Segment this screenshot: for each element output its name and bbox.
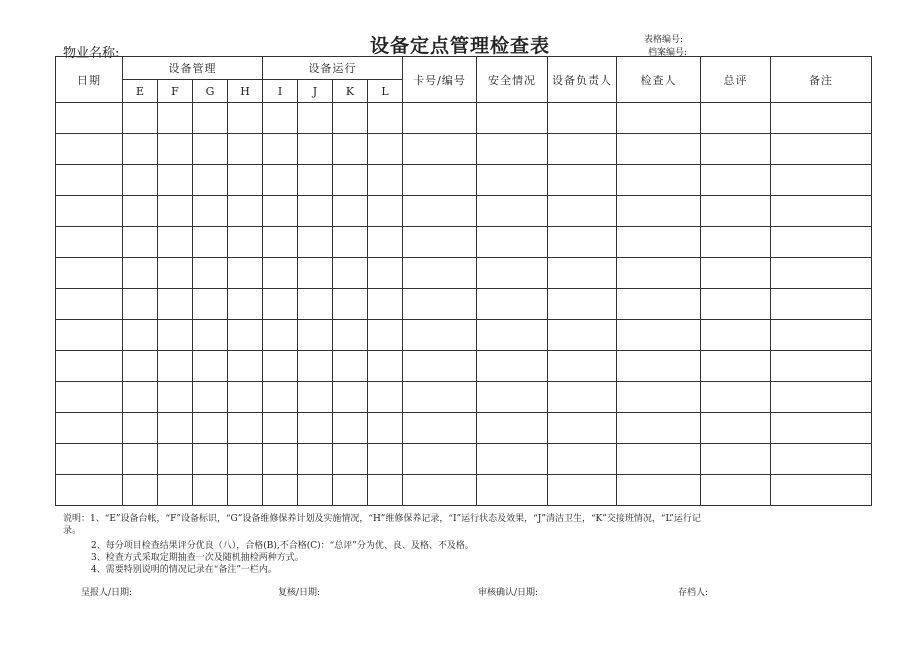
- table-cell[interactable]: [477, 444, 548, 475]
- table-cell[interactable]: [701, 320, 771, 351]
- table-cell[interactable]: [228, 227, 263, 258]
- table-cell[interactable]: [263, 196, 298, 227]
- table-cell[interactable]: [158, 165, 193, 196]
- table-row: [56, 320, 872, 351]
- table-cell[interactable]: [333, 382, 368, 413]
- table-cell[interactable]: [193, 320, 228, 351]
- table-cell[interactable]: [477, 289, 548, 320]
- table-cell[interactable]: [228, 382, 263, 413]
- table-cell[interactable]: [477, 134, 548, 165]
- table-cell[interactable]: [771, 196, 872, 227]
- table-cell[interactable]: [368, 475, 403, 506]
- table-cell[interactable]: [228, 413, 263, 444]
- table-cell[interactable]: [228, 134, 263, 165]
- table-cell[interactable]: [617, 227, 701, 258]
- table-cell[interactable]: [771, 413, 872, 444]
- table-cell[interactable]: [193, 289, 228, 320]
- table-cell[interactable]: [548, 103, 617, 134]
- table-cell[interactable]: [263, 289, 298, 320]
- table-row: [56, 382, 872, 413]
- table-cell[interactable]: [701, 258, 771, 289]
- table-cell[interactable]: [298, 227, 333, 258]
- table-cell[interactable]: [193, 196, 228, 227]
- table-cell[interactable]: [123, 196, 158, 227]
- table-cell[interactable]: [263, 134, 298, 165]
- table-cell[interactable]: [263, 475, 298, 506]
- table-cell[interactable]: [228, 444, 263, 475]
- table-cell[interactable]: [701, 165, 771, 196]
- sub-header-f: F: [158, 80, 193, 103]
- table-row: [56, 258, 872, 289]
- table-cell[interactable]: [368, 196, 403, 227]
- table-cell[interactable]: [193, 134, 228, 165]
- table-cell[interactable]: [477, 196, 548, 227]
- table-cell[interactable]: [333, 103, 368, 134]
- table-cell[interactable]: [56, 134, 123, 165]
- table-cell[interactable]: [123, 227, 158, 258]
- table-cell[interactable]: [298, 475, 333, 506]
- table-cell[interactable]: [123, 444, 158, 475]
- table-cell[interactable]: [403, 475, 477, 506]
- table-cell[interactable]: [298, 134, 333, 165]
- table-cell[interactable]: [403, 382, 477, 413]
- table-cell[interactable]: [333, 475, 368, 506]
- table-cell[interactable]: [158, 444, 193, 475]
- sub-header-l: L: [368, 80, 403, 103]
- table-cell[interactable]: [56, 444, 123, 475]
- table-cell[interactable]: [298, 258, 333, 289]
- table-cell[interactable]: [701, 103, 771, 134]
- table-cell[interactable]: [298, 165, 333, 196]
- note-line-1: 说明：1、“E”设备台帐，“F”设备标识，“G”设备维修保养计划及实施情况，“H”维修保养记录，“I”运行状态及效果，“J”清洁卫生，“K”交接班情况，“L”运行记: [63, 514, 701, 524]
- signature-approver: 审核确认/日期:: [478, 588, 539, 598]
- table-cell[interactable]: [617, 444, 701, 475]
- table-cell[interactable]: [333, 196, 368, 227]
- table-cell[interactable]: [477, 351, 548, 382]
- table-cell[interactable]: [403, 444, 477, 475]
- signature-submitter: 呈报人/日期:: [81, 588, 133, 598]
- table-cell[interactable]: [298, 196, 333, 227]
- form-number-label: 表格编号:: [644, 35, 684, 45]
- table-cell[interactable]: [617, 289, 701, 320]
- table-cell[interactable]: [193, 382, 228, 413]
- table-cell[interactable]: [333, 413, 368, 444]
- table-cell[interactable]: [333, 227, 368, 258]
- table-cell[interactable]: [403, 227, 477, 258]
- table-cell[interactable]: [158, 134, 193, 165]
- table-cell[interactable]: [263, 413, 298, 444]
- table-cell[interactable]: [617, 382, 701, 413]
- table-cell[interactable]: [548, 258, 617, 289]
- header-equipment-operation: 设备运行: [263, 57, 403, 80]
- table-cell[interactable]: [123, 382, 158, 413]
- table-cell[interactable]: [193, 413, 228, 444]
- table-cell[interactable]: [617, 320, 701, 351]
- table-cell[interactable]: [548, 382, 617, 413]
- table-cell[interactable]: [158, 103, 193, 134]
- table-cell[interactable]: [263, 382, 298, 413]
- inspection-table: [55, 56, 872, 506]
- table-cell[interactable]: [298, 413, 333, 444]
- table-cell[interactable]: [228, 289, 263, 320]
- table-row: [56, 134, 872, 165]
- table-cell[interactable]: [56, 475, 123, 506]
- sub-header-j: J: [298, 80, 333, 103]
- table-cell[interactable]: [368, 103, 403, 134]
- sub-header-g: G: [193, 80, 228, 103]
- table-cell[interactable]: [56, 103, 123, 134]
- table-cell[interactable]: [477, 165, 548, 196]
- table-cell[interactable]: [158, 289, 193, 320]
- table-cell[interactable]: [368, 134, 403, 165]
- table-cell[interactable]: [158, 413, 193, 444]
- header-date: 日期: [56, 57, 123, 103]
- property-name-label: 物业名称:: [63, 46, 120, 61]
- table-cell[interactable]: [298, 103, 333, 134]
- header-responsible: 设备负责人: [548, 57, 617, 103]
- table-cell[interactable]: [701, 289, 771, 320]
- table-cell[interactable]: [548, 351, 617, 382]
- archive-number-label: 档案编号:: [648, 48, 688, 58]
- signature-reviewer: 复核/日期:: [278, 588, 321, 598]
- table-cell[interactable]: [477, 475, 548, 506]
- table-cell[interactable]: [263, 165, 298, 196]
- table-row: [56, 475, 872, 506]
- table-cell[interactable]: [193, 475, 228, 506]
- note-line-4: 4、需要特别说明的情况记录在“备注”一栏内。: [91, 565, 277, 575]
- table-cell[interactable]: [617, 134, 701, 165]
- table-cell[interactable]: [368, 382, 403, 413]
- table-cell[interactable]: [548, 475, 617, 506]
- table-cell[interactable]: [56, 196, 123, 227]
- table-row: [56, 227, 872, 258]
- table-cell[interactable]: [333, 351, 368, 382]
- table-cell[interactable]: [548, 227, 617, 258]
- table-cell[interactable]: [333, 289, 368, 320]
- table-cell[interactable]: [56, 382, 123, 413]
- table-cell[interactable]: [701, 444, 771, 475]
- table-cell[interactable]: [333, 134, 368, 165]
- table-cell[interactable]: [701, 134, 771, 165]
- header-overall: 总评: [701, 57, 771, 103]
- table-cell[interactable]: [368, 444, 403, 475]
- table-cell[interactable]: [771, 258, 872, 289]
- sub-header-h: H: [228, 80, 263, 103]
- table-cell[interactable]: [123, 413, 158, 444]
- table-cell[interactable]: [123, 351, 158, 382]
- page-title: 设备定点管理检查表: [369, 35, 550, 57]
- table-cell[interactable]: [56, 165, 123, 196]
- table-cell[interactable]: [771, 227, 872, 258]
- table-row: [56, 444, 872, 475]
- table-cell[interactable]: [771, 444, 872, 475]
- inspection-table-wrapper: [55, 56, 872, 506]
- table-cell[interactable]: [333, 320, 368, 351]
- table-cell[interactable]: [193, 258, 228, 289]
- table-cell[interactable]: [403, 289, 477, 320]
- table-cell[interactable]: [298, 289, 333, 320]
- table-cell[interactable]: [477, 413, 548, 444]
- table-cell[interactable]: [158, 475, 193, 506]
- table-cell[interactable]: [123, 475, 158, 506]
- table-cell[interactable]: [56, 320, 123, 351]
- table-cell[interactable]: [701, 475, 771, 506]
- table-cell[interactable]: [333, 165, 368, 196]
- table-row: [56, 351, 872, 382]
- table-cell[interactable]: [228, 196, 263, 227]
- table-cell[interactable]: [263, 227, 298, 258]
- table-cell[interactable]: [193, 165, 228, 196]
- note-line-2: 2、每分项目检查结果评分优良（八），合格(B),不合格(C)：“总评”分为优、良、及格、不及格。: [91, 541, 474, 551]
- table-cell[interactable]: [56, 258, 123, 289]
- table-cell[interactable]: [771, 134, 872, 165]
- table-cell[interactable]: [403, 196, 477, 227]
- table-cell[interactable]: [123, 165, 158, 196]
- table-cell[interactable]: [548, 289, 617, 320]
- table-cell[interactable]: [403, 413, 477, 444]
- table-cell[interactable]: [228, 165, 263, 196]
- sub-header-e: E: [123, 80, 158, 103]
- table-cell[interactable]: [771, 320, 872, 351]
- table-cell[interactable]: [298, 351, 333, 382]
- table-row: [56, 196, 872, 227]
- table-cell[interactable]: [477, 227, 548, 258]
- table-cell[interactable]: [548, 413, 617, 444]
- sub-header-k: K: [333, 80, 368, 103]
- table-cell[interactable]: [263, 103, 298, 134]
- table-cell[interactable]: [771, 382, 872, 413]
- table-cell[interactable]: [617, 165, 701, 196]
- table-cell[interactable]: [56, 289, 123, 320]
- table-cell[interactable]: [193, 444, 228, 475]
- table-cell[interactable]: [477, 103, 548, 134]
- table-cell[interactable]: [403, 258, 477, 289]
- table-cell[interactable]: [228, 351, 263, 382]
- table-cell[interactable]: [123, 320, 158, 351]
- table-cell[interactable]: [56, 413, 123, 444]
- table-cell[interactable]: [771, 351, 872, 382]
- table-cell[interactable]: [771, 103, 872, 134]
- table-cell[interactable]: [771, 475, 872, 506]
- table-cell[interactable]: [403, 134, 477, 165]
- table-cell[interactable]: [403, 351, 477, 382]
- table-cell[interactable]: [701, 413, 771, 444]
- table-cell[interactable]: [701, 382, 771, 413]
- table-cell[interactable]: [333, 258, 368, 289]
- table-cell[interactable]: [617, 196, 701, 227]
- table-cell[interactable]: [548, 444, 617, 475]
- table-row: [56, 413, 872, 444]
- table-cell[interactable]: [368, 258, 403, 289]
- table-row: [56, 289, 872, 320]
- header-remarks: 备注: [771, 57, 872, 103]
- table-cell[interactable]: [158, 196, 193, 227]
- table-cell[interactable]: [158, 258, 193, 289]
- table-cell[interactable]: [771, 165, 872, 196]
- table-cell[interactable]: [263, 351, 298, 382]
- table-cell[interactable]: [617, 475, 701, 506]
- sub-header-i: I: [263, 80, 298, 103]
- table-cell[interactable]: [548, 165, 617, 196]
- table-row: [56, 103, 872, 134]
- table-cell[interactable]: [56, 227, 123, 258]
- table-cell[interactable]: [771, 289, 872, 320]
- table-cell[interactable]: [368, 320, 403, 351]
- table-cell[interactable]: [263, 258, 298, 289]
- table-cell[interactable]: [368, 165, 403, 196]
- table-cell[interactable]: [701, 196, 771, 227]
- table-cell[interactable]: [403, 103, 477, 134]
- table-cell[interactable]: [193, 351, 228, 382]
- table-cell[interactable]: [368, 351, 403, 382]
- table-cell[interactable]: [158, 382, 193, 413]
- table-cell[interactable]: [158, 227, 193, 258]
- table-cell[interactable]: [617, 103, 701, 134]
- table-cell[interactable]: [298, 382, 333, 413]
- table-cell[interactable]: [263, 320, 298, 351]
- header-inspector: 检查人: [617, 57, 701, 103]
- table-cell[interactable]: [701, 351, 771, 382]
- table-cell[interactable]: [123, 289, 158, 320]
- table-cell[interactable]: [548, 134, 617, 165]
- signature-archiver: 存档人:: [678, 588, 709, 598]
- table-cell[interactable]: [368, 413, 403, 444]
- table-cell[interactable]: [403, 165, 477, 196]
- header-card-number: 卡号/编号: [403, 57, 477, 103]
- note-line-1-continued: 录。: [63, 526, 82, 536]
- table-cell[interactable]: [193, 103, 228, 134]
- table-cell[interactable]: [617, 413, 701, 444]
- table-cell[interactable]: [228, 320, 263, 351]
- table-cell[interactable]: [617, 351, 701, 382]
- table-cell[interactable]: [123, 258, 158, 289]
- table-cell[interactable]: [158, 351, 193, 382]
- table-cell[interactable]: [228, 258, 263, 289]
- table-cell[interactable]: [333, 444, 368, 475]
- header-safety: 安全情况: [477, 57, 548, 103]
- table-cell[interactable]: [228, 475, 263, 506]
- note-line-3: 3、检查方式采取定期抽查一次及随机抽检两种方式。: [91, 553, 304, 563]
- table-row: [56, 165, 872, 196]
- table-cell[interactable]: [228, 103, 263, 134]
- table-cell[interactable]: [477, 258, 548, 289]
- table-cell[interactable]: [701, 227, 771, 258]
- table-cell[interactable]: [123, 103, 158, 134]
- table-cell[interactable]: [548, 196, 617, 227]
- table-cell[interactable]: [477, 382, 548, 413]
- table-cell[interactable]: [123, 134, 158, 165]
- table-cell[interactable]: [617, 258, 701, 289]
- table-cell[interactable]: [368, 227, 403, 258]
- table-cell[interactable]: [158, 320, 193, 351]
- table-cell[interactable]: [477, 320, 548, 351]
- table-cell[interactable]: [298, 320, 333, 351]
- header-equipment-management: 设备管理: [123, 57, 263, 80]
- table-cell[interactable]: [368, 289, 403, 320]
- table-cell[interactable]: [193, 227, 228, 258]
- table-cell[interactable]: [298, 444, 333, 475]
- table-cell[interactable]: [403, 320, 477, 351]
- table-cell[interactable]: [548, 320, 617, 351]
- table-cell[interactable]: [56, 351, 123, 382]
- table-cell[interactable]: [263, 444, 298, 475]
